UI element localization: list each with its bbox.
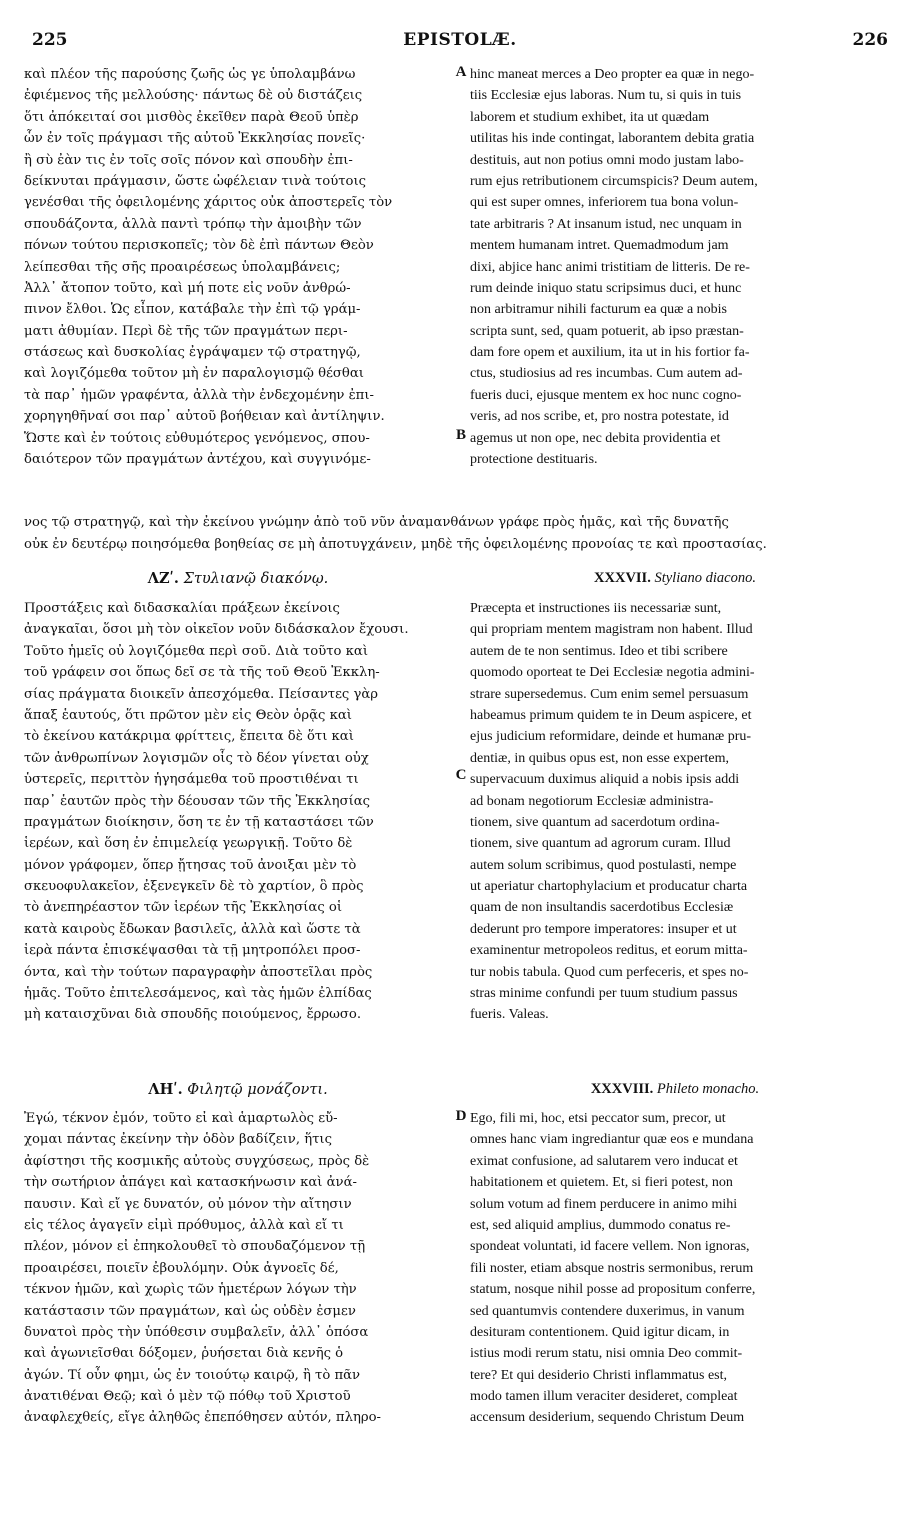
latin-line: dentiæ, in quibus opus est, non esse expertem, [470, 750, 729, 766]
latin-column-block1 [470, 64, 880, 470]
latin-line: non arbitramur nihili facturum ea quæ a nobis [470, 302, 727, 318]
latin-line: ut aperiatur chartophylacium et producatur charta [470, 879, 748, 895]
greek-line: ἀναγκαῖαι, ὅσοι μὴ τὸν οἰκεῖον νοῦν διδάσκαλον ἔχουσι. [24, 622, 409, 638]
greek-line: πραγμάτων διοίκησιν, ὅση τε ἐν τῇ καταστάσει τῶν [24, 814, 374, 830]
greek-line: ἅπαξ ἑαυτούς, ὅτι πρῶτον μὲν εἰς Θεὸν ὁρᾷς καὶ [24, 707, 352, 723]
greek-line: καὶ ἀγωνιεῖσθαι δόξομεν, ῥυήσεται διὰ κενῆς ὁ [24, 1346, 344, 1362]
latin-line: veris, ad nos scribe, et, pro nostra potestate, id [470, 409, 729, 425]
latin-line: autem de te non sentimus. Ideo et tibi scribere [470, 643, 728, 659]
latin-line: laborem et studium exhibet, ita ut quædam [470, 109, 710, 125]
greek-line: ἀγών. Τί οὖν φημι, ὡς ἐν τοιούτῳ καιρῷ, ἢ τὸ πᾶν [24, 1367, 361, 1383]
greek-line: δαιότερον τῶν πραγμάτων ἀντέχου, καὶ συγγινόμε- [24, 452, 371, 468]
latin-line: ad bonam negotiorum Ecclesiæ administra- [470, 793, 714, 809]
latin-line: dixi, abjice hanc animi tristitiam de litteris. De re- [470, 259, 750, 275]
latin-line: accensum desiderium, sequendo Christum Deum [470, 1410, 745, 1426]
latin-line: qui est super omnes, inferiorem tua bona volun- [470, 195, 739, 211]
running-title: EPISTOLÆ. [403, 30, 517, 50]
latin-line: spondeat voluntati, id facere vellem. Non ignoras, [470, 1239, 750, 1255]
latin-line: habeamus primum quidem te in Deum aspicere, et [470, 707, 752, 723]
latin-line: sed quantumvis contendere duxerimus, in vanum [470, 1303, 745, 1319]
latin-line: tionem, sive quantum ad sacerdotum ordina- [470, 814, 720, 830]
section-marker-b: B [455, 427, 466, 443]
greek-line: ὅτι ἀπόκειταί σοι μισθὸς ἐκεῖθεν παρὰ Θεοῦ ὑπὲρ [24, 109, 359, 125]
greek-line: εἰς τέλος ἀγαγεῖν εἰμὶ πρόθυμος, ἀλλὰ καὶ εἴ τι [24, 1217, 344, 1233]
greek-line: δείκνυται πράγμασιν, ὥστε ὠφέλειαν τινὰ τούτοις [24, 173, 367, 189]
greek-line: τὸ ἐκείνου κατάκριμα φρίττεις, ἔπειτα δὲ ὅτι καὶ [24, 729, 354, 745]
latin-letter-addressee: Phileto monacho. [656, 1081, 760, 1097]
latin-line: examinentur metropoleos reditus, et eorum mitta- [470, 943, 748, 959]
greek-letter-addressee: Στυλιανῷ διακόνῳ. [183, 571, 329, 587]
greek-line: τὰ παρ᾽ ἡμῶν γραφέντα, ἀλλὰ τὴν ἐνδεχομένην ἐπι- [24, 387, 374, 403]
latin-column-letter37 [470, 598, 880, 1026]
latin-line: mentem humanam intret. Quemadmodum jam [470, 238, 729, 254]
greek-line: προαιρέσει, ποιεῖν ἐβουλόμην. Οὐκ ἀγνοεῖς δέ, [24, 1260, 339, 1276]
latin-letter-number: XXXVII. [594, 570, 651, 586]
latin-letter-title-37 [470, 570, 880, 587]
latin-line: dederunt pro tempore imperatores: insuper et ut [470, 921, 737, 937]
latin-line: rum deinde iniquo statu scripsimus duci, et hunc [470, 280, 742, 296]
latin-line: destituis, aut non potius omni modo justam labo- [470, 152, 744, 168]
latin-line: modo tamen illum veraciter desideret, compleat [470, 1389, 738, 1405]
latin-line: quomodo oporteat te Dei Ecclesiæ negotia admini- [470, 665, 755, 681]
section-marker-d: D [455, 1108, 467, 1124]
greek-line: παρ᾽ ἑαυτῶν πρὸς τὴν δέουσαν τῶν τῆς Ἐκκλησίας [24, 793, 371, 809]
latin-line: fueris duci, ejusque mentem ex hoc nunc cogno- [470, 387, 742, 403]
latin-line: fili noster, etiam absque nostris sermonibus, rerum [470, 1260, 754, 1276]
greek-line: χομαι πάντας ἐκείνην τὴν ὁδὸν βαδίζειν, ἥτις [24, 1132, 332, 1148]
greek-letter-number: ΛΗʹ. [148, 1081, 183, 1098]
latin-letter-number: XXXVIII. [590, 1081, 654, 1097]
greek-line: Τοῦτο ἡμεῖς οὐ λογιζόμεθα περὶ σοῦ. Διὰ τοῦτο καὶ [24, 643, 369, 659]
greek-line: γενέσθαι τῆς ὀφειλομένης χάριτος οὐκ ἀποστερεῖς τὸν [24, 195, 393, 211]
latin-line: tere? Et qui desiderio Christi inflammatus est, [470, 1367, 727, 1383]
greek-line: τέκνον ἡμῶν, καὶ χωρὶς τῶν ἡμετέρων λόγων τὴν [24, 1282, 357, 1298]
latin-line: autem solum scribimus, quod postulasti, nempe [470, 857, 737, 873]
greek-line: μόνον γράφομεν, ὅπερ ᾔτησας τοῦ ἀνοιξαι μὲν τὸ [24, 857, 357, 873]
latin-line: habitationem et quietem. Et, si fieri potest, non [470, 1175, 733, 1191]
greek-line: τὸ ἀνεπηρέαστον τῶν ἱερέων τῆς Ἐκκλησίας οἱ [24, 900, 343, 916]
latin-line: fueris. Valeas. [470, 1007, 549, 1023]
latin-line: statum, nosque nihil posse ad propositum conferre, [470, 1282, 756, 1298]
latin-line: tionem, sive quantum ad agrorum curam. Illud [470, 836, 731, 852]
greek-line: Ἀλλ᾽ ἄτοπον τοῦτο, καὶ μή ποτε εἰς νοῦν ἀνθρώ- [24, 280, 351, 296]
latin-line: supervacuum duximus aliquid a nobis ipsis addi [470, 772, 740, 788]
greek-fullwidth-continuation [24, 512, 880, 555]
latin-line: desituram contentionem. Quid igitur dicam, in [470, 1324, 730, 1340]
greek-line: ὧν ἐν τοῖς πράγμασι τῆς αὐτοῦ Ἐκκλησίας πονεῖς· [24, 131, 366, 147]
greek-line: σπουδάζοντα, ἀλλὰ παντὶ τρόπῳ τὴν ἀμοιβὴν τῶν [24, 216, 362, 232]
greek-line: οὐκ ἐν δευτέρῳ ποιησόμεθα βοηθείας σε μὴ ἀποτυγχάνειν, μηδὲ τῆς ὀφειλομένης προνοίας τε καὶ προστασίας. [24, 536, 767, 552]
greek-line: Ὥστε καὶ ἐν τούτοις εὐθυμότερος γενόμενος, σπου- [24, 430, 370, 446]
greek-line: καὶ πλέον τῆς παρούσης ζωῆς ὡς γε ὑπολαμβάνω [24, 67, 356, 82]
greek-line: όντα, καὶ τὴν τούτων παραγραφὴν ἀποστεῖλαι πρὸς [24, 964, 373, 980]
greek-line: ὑστερεῖς, περιττὸν ἡγησάμεθα τοῦ προστιθέναι τι [24, 772, 359, 788]
greek-letter-addressee: Φιλητῷ μονάζοντι. [187, 1082, 328, 1098]
greek-column-block1 [24, 64, 452, 470]
greek-letter-number: ΛΖʹ. [147, 570, 179, 587]
latin-line: istius modi rerum statu, nisi omnia Deo commit- [470, 1346, 743, 1362]
greek-line: πόνων τούτου περισκοπεῖς; τὸν δὲ ἐπὶ πάντων Θεὸν [24, 238, 374, 254]
greek-line: κατάστασιν τῶν πραγμάτων, καὶ ὡς οὐδὲν ἐσμεν [24, 1303, 356, 1319]
greek-column-letter37 [24, 598, 452, 1026]
greek-line: πινον ἔλθοι. Ὡς εἶπον, κατάβαλε τὴν ἐπὶ τῷ γράμ- [24, 302, 361, 318]
latin-line: quam de non insultandis sacerdotibus Ecclesiæ [470, 900, 734, 916]
greek-line: τῶν ἀνθρωπίνων λογισμῶν οἷς τὸ δέον γίνεται οὐχ [24, 750, 369, 766]
latin-letter-title-38 [470, 1081, 880, 1098]
latin-line: dam fore opem et auxilium, ita ut in his fortior fa- [470, 345, 750, 361]
greek-line: ἐφιέμενος τῆς μελλούσης· πάντως δὲ οὐ διστάζεις [24, 88, 363, 104]
latin-line: hinc maneat merces a Deo propter ea quæ in nego- [470, 67, 755, 82]
greek-line: στάσεως καὶ δυσκολίας ἐγράψαμεν τῷ στρατηγῷ, [24, 345, 361, 361]
latin-line: protectione destituaris. [470, 452, 598, 468]
greek-letter-title-37 [24, 570, 452, 587]
greek-line: παυσιν. Καὶ εἴ γε δυνατόν, οὐ μόνον τὴν αἴτησιν [24, 1196, 352, 1212]
latin-line: tate arbitraris ? At insanum istud, nec unquam in [470, 216, 742, 232]
greek-line: τὴν σωτήριον ἀπάγει καὶ κατασκήνωσιν καὶ ἀνά- [24, 1175, 357, 1191]
greek-line: κατὰ καιροὺς ἔδωκαν βασιλεῖς, ἀλλὰ καὶ ὥστε τὰ [24, 921, 361, 937]
latin-line: est, sed aliquid amplius, dummodo conatus re- [470, 1217, 731, 1233]
latin-column-letter38 [470, 1108, 880, 1429]
latin-line: qui propriam mentem magistram non habent. Illud [470, 622, 753, 638]
latin-line: Ego, fili mi, hoc, etsi peccator sum, precor, ut [470, 1111, 726, 1126]
latin-line: eximat confusione, ad salutarem vero inducat et [470, 1153, 738, 1169]
latin-line: strare supersedemus. Cum enim semel persuasum [470, 686, 749, 702]
greek-line: νος τῷ στρατηγῷ, καὶ τὴν ἐκείνου γνώμην ἀπὸ τοῦ νῦν ἀναμανθάνων γράφε πρὸς ἡμᾶς, καὶ τῆς δυνατῆς [24, 515, 729, 530]
section-marker-a: A [455, 64, 467, 80]
greek-line: ἡμᾶς. Τοῦτο ἐπιτελεσάμενος, καὶ τὰς ἡμῶν ἐλπίδας [24, 986, 372, 1002]
latin-line: agemus ut non ope, nec debita providentia et [470, 430, 721, 446]
greek-line: καὶ λογιζόμεθα τοῦτον μὴ ἐν παραλογισμῷ θέσθαι [24, 366, 364, 382]
latin-line: utilitas his inde contingat, laborantem debita gratia [470, 131, 755, 147]
greek-line: σίας πράγματα διοικεῖν ἀπεσχόμεθα. Πείσαντες γὰρ [24, 686, 379, 702]
greek-line: χορηγηθῆναί σοι παρ᾽ αὐτοῦ βοήθειαν καὶ ἀντίληψιν. [24, 409, 385, 425]
latin-line: stras minime confundi per tuum studium passus [470, 986, 738, 1002]
greek-line: δυνατοὶ πρὸς τὴν ὑπόθεσιν συμβαλεῖν, ἀλλ᾽ ὁπόσα [24, 1324, 369, 1340]
greek-letter-title-38 [24, 1081, 452, 1098]
greek-line: ἀναφλεχθείς, εἴγε ἀληθῶς ἐπεπόθησεν αὐτόν, πληρο- [24, 1410, 381, 1426]
latin-line: solum votum ad finem perducere in animo mihi [470, 1196, 738, 1212]
latin-line: Præcepta et instructiones iis necessariæ sunt, [470, 601, 722, 616]
greek-line: τοῦ γράφειν σοι ὅπως δεῖ σε τὰ τῆς τοῦ Θεοῦ Ἐκκλη- [24, 665, 380, 681]
page-number-right: 226 [852, 30, 888, 50]
greek-line: λείπεσθαι τῆς σῆς προαιρέσεως ὑπολαμβάνεις; [24, 259, 341, 275]
latin-line: omnes hanc viam ingrediantur quæ eos e mundana [470, 1132, 754, 1148]
greek-line: ἀνατιθέναι Θεῷ; καὶ ὁ μὲν τῷ πόθῳ τοῦ Χριστοῦ [24, 1389, 351, 1405]
latin-letter-addressee: Styliano diacono. [654, 570, 756, 586]
greek-line: ἢ σὺ ἐὰν τις ἐν τοῖς σοῖς πόνον καὶ σπουδὴν ἐπι- [24, 152, 353, 168]
greek-line: Προστάξεις καὶ διδασκαλίαι πράξεων ἐκείνοις [24, 601, 340, 616]
latin-line: ejus judicium reformidare, deinde et humanæ pru- [470, 729, 752, 745]
latin-line: ctus, studiosius ad res incumbas. Cum autem ad- [470, 366, 743, 382]
greek-column-letter38 [24, 1108, 452, 1429]
greek-line: πλέον, μόνον εἰ ἐπηκολουθεῖ τὸ σπουδαζόμενον τῇ [24, 1239, 366, 1255]
latin-line: scripta sunt, sed, quam potuerit, ab ipso præstan- [470, 323, 744, 339]
latin-line: tur nobis tabula. Quod cum perfeceris, et spes no- [470, 964, 749, 980]
page-number-left: 225 [32, 30, 68, 50]
greek-line: μὴ καταισχῦναι διὰ σπουδῆς ποιούμενος, ἔρρωσο. [24, 1007, 362, 1023]
section-marker-c: C [455, 767, 467, 783]
greek-line: ἱερὰ πάντα ἐπισκέψασθαι τὰ τῇ μητροπόλει προσ- [24, 943, 361, 959]
greek-line: σκευοφυλακεῖον, ἐξενεγκεῖν δὲ τὸ χαρτίον, ὃ πρὸς [24, 879, 364, 895]
greek-line: ματι ἀθυμίαν. Περὶ δὲ τῆς τῶν πραγμάτων περι- [24, 323, 348, 339]
latin-line: tiis Ecclesiæ ejus laboras. Num tu, si quis in tuis [470, 88, 742, 104]
latin-line: rum ejus retributionem circumspicis? Deum autem, [470, 173, 758, 189]
greek-line: ἀφίστησι τῆς κοσμικῆς αὐτοὺς συγχύσεως, πρὸς δὲ [24, 1153, 370, 1169]
greek-line: ἱερέων, καὶ ὅση ἐν ἐπιμελείᾳ γεωργικῇ. Τοῦτο δὲ [24, 836, 353, 852]
greek-line: Ἐγώ, τέκνον ἐμόν, τοῦτο εἰ καὶ ἁμαρτωλὸς εὔ- [24, 1111, 338, 1126]
